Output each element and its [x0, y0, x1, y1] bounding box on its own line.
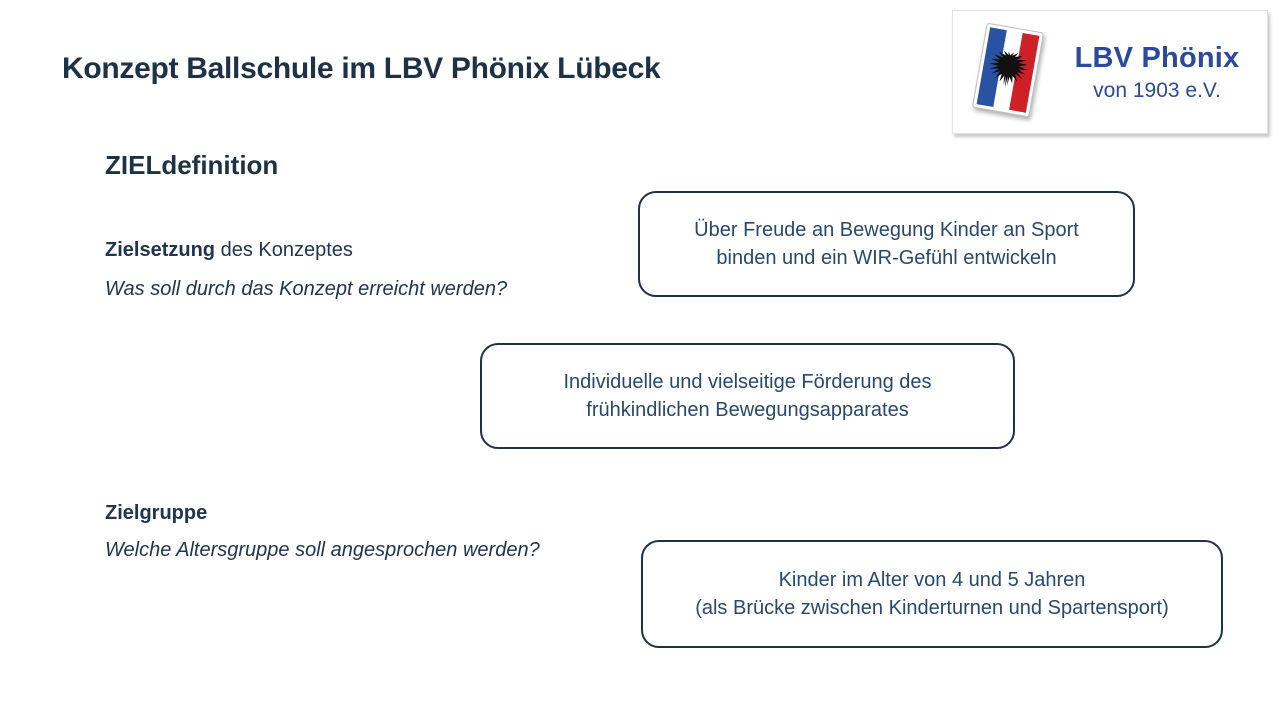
target-group-box — [641, 540, 1223, 648]
zielsetzung-label-bold: Zielsetzung — [105, 239, 216, 261]
phoenix-eagle-icon — [981, 39, 1035, 98]
club-flag — [972, 23, 1044, 118]
goal-box-foerderung — [480, 343, 1015, 449]
section-heading: ZIELdefinition — [105, 150, 279, 180]
goal-box-line: Über Freude an Bewegung Kinder an Sport — [694, 219, 1079, 241]
goal-box-line: binden und ein WIR-Gefühl entwickeln — [716, 247, 1057, 269]
zielsetzung-label — [105, 239, 353, 262]
goal-box-sport-binding — [638, 191, 1135, 297]
club-logo — [952, 10, 1268, 134]
page-title: Konzept Ballschule im LBV Phönix Lübeck — [62, 52, 661, 85]
club-name: LBV Phönix — [1074, 42, 1240, 74]
zielgruppe-label — [105, 502, 207, 525]
zielsetzung-question: Was soll durch das Konzept erreicht werden? — [105, 278, 508, 300]
goal-box-line: Individuelle und vielseitige Förderung des — [563, 371, 932, 393]
zielgruppe-label-bold: Zielgruppe — [105, 502, 208, 524]
club-founding-year: von 1903 e.V. — [1093, 78, 1221, 102]
zielsetzung-label-rest: des Konzeptes — [215, 239, 353, 261]
zielgruppe-question: Welche Altersgruppe soll angesprochen werden? — [105, 539, 540, 561]
club-logo-text — [1051, 43, 1263, 102]
target-group-line: (als Brücke zwischen Kinderturnen und Spartensport) — [695, 597, 1169, 619]
goal-box-line: frühkindlichen Bewegungsapparates — [586, 399, 909, 421]
target-group-line: Kinder im Alter von 4 und 5 Jahren — [778, 569, 1086, 591]
